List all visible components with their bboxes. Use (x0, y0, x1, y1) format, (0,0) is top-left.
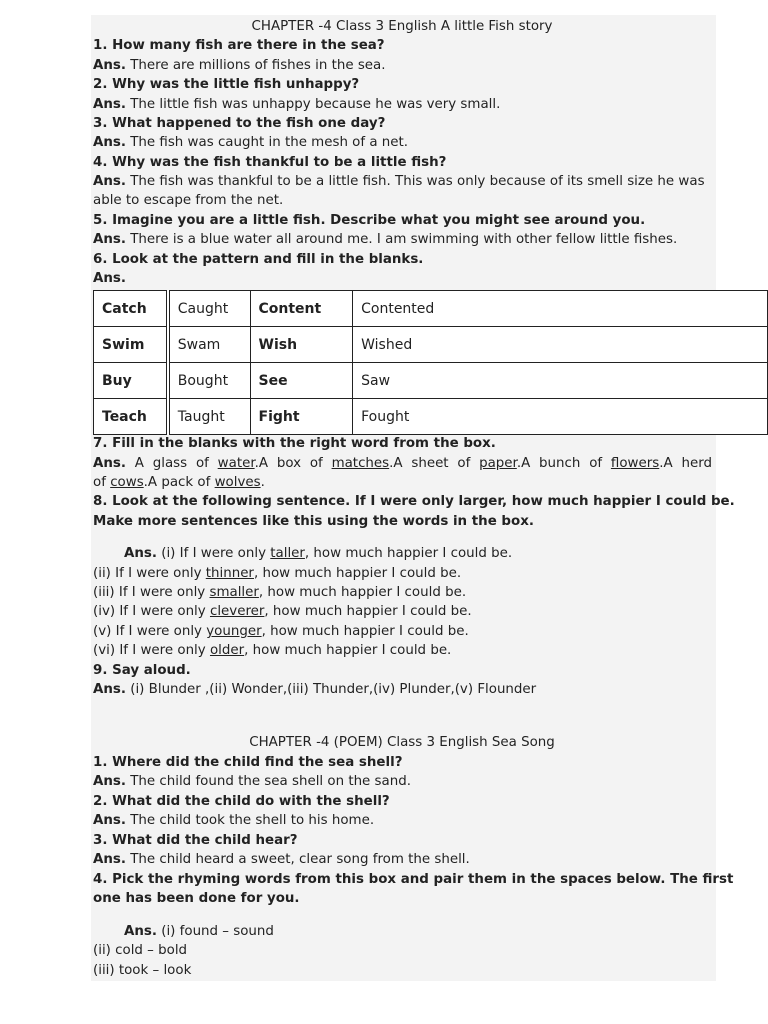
ans-label: Ans. (93, 271, 126, 286)
answer-7-line-2 (93, 473, 265, 492)
answer-1 (93, 56, 386, 75)
answer-word: cows (110, 475, 144, 490)
answer-text: The child took the shell to his home. (130, 813, 375, 828)
poem-question-2: 2. What did the child do with the shell? (93, 794, 390, 809)
poem-answer-1 (93, 772, 411, 791)
ans-label: Ans. (93, 58, 126, 73)
answer-8-item (93, 622, 469, 641)
answer-text: .A sheet of (389, 456, 471, 471)
table-cell: Caught (168, 291, 250, 327)
answer-text: The fish was caught in the mesh of a net. (130, 135, 409, 150)
answer-text: There are millions of fishes in the sea. (130, 58, 386, 73)
question-2: 2. Why was the little fish unhappy? (93, 77, 360, 92)
ans-label: Ans. (93, 774, 126, 789)
answer-2 (93, 95, 500, 114)
answer-text: (iii) If I were only (93, 585, 206, 600)
chapter-title: CHAPTER -4 Class 3 English A little Fish story (251, 19, 553, 34)
poem-question-3: 3. What did the child hear? (93, 833, 298, 848)
question-3: 3. What happened to the fish one day? (93, 116, 386, 131)
answer-text: The fish was thankful to be a little fish. This was only because of its smell size he was (130, 174, 705, 189)
ans-label: Ans. (93, 852, 126, 867)
answer-text: , how much happier I could be. (244, 643, 452, 658)
table-cell: Teach (94, 399, 168, 435)
poem-answer-3 (93, 850, 470, 869)
table-cell: Content (250, 291, 353, 327)
poem-answer-4-item: (iii) took – look (93, 963, 192, 978)
answer-word: water (217, 456, 255, 471)
poem-question-4-line-1: 4. Pick the rhyming words from this box and pair them in the spaces below. The first (93, 872, 734, 887)
table-row (94, 291, 768, 327)
answer-word: taller (270, 546, 305, 561)
answer-text: The child heard a sweet, clear song from the shell. (130, 852, 470, 867)
poem-question-4-line-2: one has been done for you. (93, 891, 300, 906)
ans-label: Ans. (124, 924, 157, 939)
answer-8-item (124, 544, 512, 563)
answer-word: paper (479, 456, 517, 471)
answer-text: The little fish was unhappy because he was very small. (130, 97, 501, 112)
answer-text: (i) Blunder ,(ii) Wonder,(iii) Thunder,(iv) Plunder,(v) Flounder (130, 682, 537, 697)
question-6: 6. Look at the pattern and fill in the blanks. (93, 252, 424, 267)
answer-word: thinner (205, 566, 254, 581)
answer-text: A glass of (134, 456, 209, 471)
answer-8-item (93, 583, 466, 602)
answer-word: wolves (214, 475, 261, 490)
poem-question-1: 1. Where did the child find the sea shell? (93, 755, 403, 770)
table-cell: Catch (94, 291, 168, 327)
answer-word: older (209, 643, 245, 658)
answer-text: .A bunch of (516, 456, 603, 471)
question-7: 7. Fill in the blanks with the right word from the box. (93, 436, 496, 451)
table-cell: Fight (250, 399, 353, 435)
answer-word: cleverer (209, 604, 265, 619)
table-cell: See (250, 363, 353, 399)
table-cell: Swim (94, 327, 168, 363)
answer-text: (i) found – sound (161, 924, 274, 939)
answer-text: The child found the sea shell on the sand. (130, 774, 411, 789)
table-row (94, 399, 768, 435)
question-8-line-2: Make more sentences like this using the words in the box. (93, 514, 534, 529)
answer-text: .A herd (659, 456, 712, 471)
ans-label: Ans. (124, 546, 157, 561)
table-row (94, 327, 768, 363)
answer-word: flowers (610, 456, 660, 471)
answer-text: of (93, 475, 106, 490)
answer-8-item (93, 564, 461, 583)
table-cell: Swam (168, 327, 250, 363)
table-cell: Fought (353, 399, 768, 435)
poem-answer-2 (93, 811, 374, 830)
answer-text: (vi) If I were only (93, 643, 206, 658)
answer-text: There is a blue water all around me. I am swimming with other fellow little fishes. (130, 232, 678, 247)
answer-5 (93, 230, 677, 249)
ans-label: Ans. (93, 97, 126, 112)
answer-4-line-1 (93, 172, 705, 191)
answer-7 (93, 454, 712, 473)
table-cell: Wished (353, 327, 768, 363)
answer-word: matches (331, 456, 390, 471)
ans-label: Ans. (93, 135, 126, 150)
answer-word: smaller (209, 585, 259, 600)
answer-text: (i) If I were only (161, 546, 267, 561)
answer-text: , how much happier I could be. (253, 566, 462, 581)
ans-label: Ans. (93, 232, 126, 247)
table-cell: Wish (250, 327, 353, 363)
verb-forms-table (93, 290, 768, 435)
answer-9 (93, 680, 536, 699)
question-8-line-1: 8. Look at the following sentence. If I were only larger, how much happier I could be. (93, 494, 735, 509)
answer-text: (ii) If I were only (93, 566, 202, 581)
question-5: 5. Imagine you are a little fish. Describe what you might see around you. (93, 213, 646, 228)
answer-text: .A box of (254, 456, 323, 471)
answer-4-line-2: able to escape from the net. (93, 193, 284, 208)
question-4: 4. Why was the fish thankful to be a little fish? (93, 155, 447, 170)
answer-8-item (93, 602, 472, 621)
ans-label: Ans. (93, 456, 126, 471)
answer-text: (iv) If I were only (93, 604, 206, 619)
table-cell: Saw (353, 363, 768, 399)
table-row (94, 363, 768, 399)
answer-text: , how much happier I could be. (261, 624, 469, 639)
table-cell: Taught (168, 399, 250, 435)
answer-text: , how much happier I could be. (258, 585, 467, 600)
table-cell: Contented (353, 291, 768, 327)
ans-label: Ans. (93, 682, 126, 697)
table-cell: Bought (168, 363, 250, 399)
answer-word: younger (206, 624, 262, 639)
answer-text: , how much happier I could be. (264, 604, 472, 619)
answer-text: .A pack of (143, 475, 211, 490)
answer-text: , how much happier I could be. (304, 546, 513, 561)
answer-8-item (93, 641, 451, 660)
question-9: 9. Say aloud. (93, 663, 191, 678)
poem-answer-4-item (124, 922, 274, 941)
poem-answer-4-item: (ii) cold – bold (93, 943, 188, 958)
answer-text: (v) If I were only (93, 624, 202, 639)
question-1: 1. How many fish are there in the sea? (93, 38, 385, 53)
answer-text: . (260, 475, 265, 490)
ans-label: Ans. (93, 813, 126, 828)
answer-3 (93, 133, 408, 152)
table-cell: Buy (94, 363, 168, 399)
ans-label: Ans. (93, 174, 126, 189)
poem-chapter-title: CHAPTER -4 (POEM) Class 3 English Sea Song (249, 735, 555, 750)
